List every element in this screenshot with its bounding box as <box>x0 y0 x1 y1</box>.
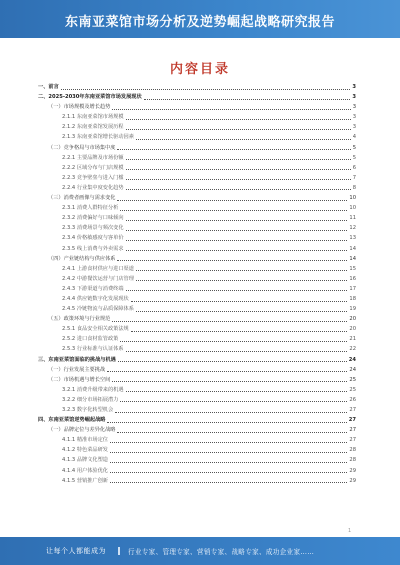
toc-leader-dots <box>120 210 347 211</box>
toc-entry[interactable] <box>38 415 356 425</box>
toc-entry[interactable] <box>38 435 356 445</box>
toc-entry[interactable] <box>38 476 356 486</box>
toc-leader-dots <box>115 412 347 413</box>
toc-entry[interactable] <box>38 223 356 233</box>
toc-entry-text: 2.3.5 线上消费与外卖需求 <box>62 245 124 252</box>
toc-entry-text: 3.2.3 数字化转型机会 <box>62 407 114 413</box>
toc-entry-text: 2.3.4 价格敏感度与客单价 <box>62 235 124 242</box>
toc-entry-text: 2.3.2 消费偏好与口味倾向 <box>62 215 124 222</box>
toc-leader-dots <box>107 422 346 423</box>
toc-entry-page: 20 <box>349 316 356 323</box>
toc-entry[interactable] <box>38 112 356 122</box>
toc-entry-page: 20 <box>349 326 356 333</box>
toc-leader-dots <box>126 240 348 241</box>
toc-entry-text: 4.1.2 特色菜品研发 <box>62 447 108 454</box>
toc-entry-page: 28 <box>349 457 356 464</box>
toc-leader-dots <box>126 169 351 170</box>
toc-entry[interactable] <box>38 153 356 163</box>
toc-entry-page: 26 <box>349 396 356 403</box>
toc-entry-text: 3.2.1 消费升级带来的机遇 <box>62 386 124 393</box>
toc-entry[interactable] <box>38 82 356 92</box>
toc-entry-text: 2.2.1 主要品牌及市场份额 <box>62 154 124 161</box>
toc-leader-dots <box>117 200 347 201</box>
toc-entry-text: （一）行业发展主要挑战 <box>48 366 106 373</box>
toc-leader-dots <box>120 341 347 342</box>
toc-entry-text: 2.1.2 东南亚菜馆发展历程 <box>62 124 124 131</box>
toc-entry[interactable] <box>38 385 356 395</box>
toc-entry[interactable] <box>38 173 356 183</box>
toc-entry-text: 2.4.5 冷链物流与品质保障体系 <box>62 306 134 313</box>
toc-leader-dots <box>110 442 347 443</box>
toc-entry[interactable] <box>38 132 356 142</box>
toc-leader-dots <box>144 99 351 100</box>
toc-entry-page: 27 <box>348 417 356 424</box>
toc-entry-text: 2.1.1 东南亚菜馆市场规模 <box>62 114 124 121</box>
toc-entry[interactable] <box>38 203 356 213</box>
toc-leader-dots <box>126 179 351 180</box>
toc-entry[interactable] <box>38 324 356 334</box>
toc-entry-page: 3 <box>352 114 356 121</box>
toc-leader-dots <box>112 109 350 110</box>
toc-leader-dots <box>107 371 347 372</box>
toc-entry[interactable] <box>38 254 356 264</box>
toc-entry-page: 24 <box>349 366 356 373</box>
toc-entry-text: 四、东南亚菜馆逆势崛起战略 <box>38 417 106 424</box>
footer-divider <box>118 547 120 555</box>
toc-entry-page: 27 <box>349 407 356 413</box>
footer-bar <box>0 537 400 565</box>
toc-entry-text: 3.2.2 细分市场拓展潜力 <box>62 396 119 403</box>
toc-leader-dots <box>126 189 351 190</box>
toc-entry[interactable] <box>38 466 356 476</box>
toc-entry-page: 25 <box>349 386 356 393</box>
toc-entry[interactable] <box>38 365 356 375</box>
toc-entry-text: 2.3.1 消费人群特征分析 <box>62 205 119 212</box>
toc-leader-dots <box>112 321 347 322</box>
toc-leader-dots <box>110 452 347 453</box>
toc-entry-page: 11 <box>349 215 356 222</box>
toc-leader-dots <box>112 381 347 382</box>
toc-entry[interactable] <box>38 334 356 344</box>
toc-leader-dots <box>126 129 351 130</box>
toc-entry[interactable] <box>38 244 356 254</box>
toc-entry-page: 3 <box>352 124 356 131</box>
toc-leader-dots <box>131 331 348 332</box>
toc-entry-text: （一）品牌定位与差异化战略 <box>48 427 116 434</box>
toc-entry[interactable] <box>38 264 356 274</box>
toc-entry[interactable] <box>38 395 356 405</box>
toc-entry-text: 一、前言 <box>38 84 59 90</box>
toc-entry[interactable] <box>38 143 356 153</box>
toc-leader-dots <box>126 351 348 352</box>
toc-entry[interactable] <box>38 455 356 465</box>
toc-entry-text: 2.2.4 行业集中度变化趋势 <box>62 184 124 191</box>
toc-entry-text: 三、东南亚菜馆面临的挑战与机遇 <box>38 356 116 363</box>
toc-entry-page: 17 <box>349 285 356 292</box>
toc-leader-dots <box>131 301 348 302</box>
toc-entry[interactable] <box>38 274 356 284</box>
toc-leader-dots <box>117 149 350 150</box>
toc-entry-text: 4.1.5 营销推广创新 <box>62 477 108 484</box>
toc-entry-page: 3 <box>352 94 356 101</box>
toc-entry-text: 2.5.3 行业标准与认证体系 <box>62 346 124 353</box>
toc-leader-dots <box>117 260 347 261</box>
toc-entry-page: 28 <box>349 447 356 454</box>
toc-entry-page: 22 <box>349 346 356 353</box>
toc-entry-page: 12 <box>349 225 356 232</box>
toc-leader-dots <box>110 472 347 473</box>
toc-entry[interactable] <box>38 304 356 314</box>
toc-entry-text: （一）市场规模及增长趋势 <box>48 104 111 111</box>
toc-entry-page: 6 <box>352 164 356 171</box>
toc-entry-page: 4 <box>352 134 356 141</box>
toc-entry-text: （二）市场机遇与增长空间 <box>48 376 111 383</box>
toc-entry[interactable] <box>38 425 356 435</box>
toc-entry-text: 4.1.3 品牌文化塑造 <box>62 457 108 464</box>
toc-entry-page: 29 <box>349 467 356 474</box>
toc-leader-dots <box>136 311 347 312</box>
toc-entry[interactable] <box>38 405 356 415</box>
toc-entry[interactable] <box>38 344 356 354</box>
toc-entry-page: 29 <box>349 477 356 484</box>
table-of-contents <box>38 82 356 486</box>
toc-entry-page: 8 <box>352 184 356 191</box>
toc-entry-page: 14 <box>349 245 356 252</box>
toc-entry-page: 5 <box>352 144 356 151</box>
footer-slogan: 让每个人都能成为 <box>46 547 106 555</box>
toc-entry-text: 2.3.3 消费场景与频次变化 <box>62 225 124 232</box>
report-title: 东南亚菜馆市场分析及逆势崛起战略研究报告 <box>64 15 335 30</box>
toc-entry-text: 2.1.3 东南亚菜馆增长驱动因素 <box>62 134 134 141</box>
toc-entry[interactable] <box>38 163 356 173</box>
toc-heading: 内容目录 <box>169 62 230 77</box>
toc-entry-page: 14 <box>349 255 356 262</box>
toc-entry-text: 2.5.2 进口食材监管政策 <box>62 336 119 343</box>
toc-entry-page: 25 <box>349 376 356 383</box>
toc-leader-dots <box>110 482 347 483</box>
toc-entry-page: 21 <box>349 336 356 343</box>
toc-entry-text: （四）产业链结构与供应体系 <box>48 255 116 262</box>
toc-entry-page: 15 <box>349 265 356 272</box>
toc-entry-text: 4.1.4 用户体验优化 <box>62 467 108 474</box>
page-number: 1 <box>348 528 352 534</box>
toc-leader-dots <box>126 220 348 221</box>
toc-leader-dots <box>126 290 348 291</box>
toc-entry-text: 2.4.1 上游食材供应与进口渠道 <box>62 265 134 272</box>
toc-entry-page: 13 <box>349 235 356 242</box>
toc-entry-page: 27 <box>349 437 356 444</box>
toc-entry[interactable] <box>38 233 356 243</box>
toc-entry-page: 7 <box>352 174 356 181</box>
toc-leader-dots <box>61 89 351 90</box>
toc-leader-dots <box>117 432 347 433</box>
toc-entry-page: 16 <box>349 275 356 282</box>
toc-leader-dots <box>126 391 348 392</box>
toc-entry[interactable] <box>38 314 356 324</box>
toc-entry-page: 5 <box>352 154 356 161</box>
toc-entry-text: 4.1.1 精准市场定位 <box>62 437 108 444</box>
toc-entry[interactable] <box>38 355 356 365</box>
toc-entry-page: 10 <box>349 195 356 202</box>
toc-entry-page: 18 <box>349 295 356 302</box>
toc-entry[interactable] <box>38 375 356 385</box>
toc-leader-dots <box>136 270 347 271</box>
toc-entry[interactable] <box>38 294 356 304</box>
toc-entry-page: 3 <box>352 84 356 90</box>
toc-entry-text: 二、2025-2030年东南亚菜馆市场发展现状 <box>38 94 142 101</box>
report-header-bar <box>0 0 400 38</box>
toc-entry[interactable] <box>38 102 356 112</box>
toc-leader-dots <box>126 159 351 160</box>
toc-leader-dots <box>126 230 348 231</box>
toc-leader-dots <box>120 401 347 402</box>
toc-entry[interactable] <box>38 445 356 455</box>
toc-entry[interactable] <box>38 183 356 193</box>
toc-entry[interactable] <box>38 122 356 132</box>
toc-entry-text: （三）消费者画像与需求变化 <box>48 195 116 202</box>
toc-leader-dots <box>126 250 348 251</box>
toc-leader-dots <box>118 361 347 362</box>
toc-entry-page: 10 <box>349 205 356 212</box>
toc-entry-text: 2.2.2 区域分布与门店规模 <box>62 164 124 171</box>
toc-leader-dots <box>136 280 347 281</box>
toc-entry[interactable] <box>38 193 356 203</box>
toc-entry-page: 19 <box>349 306 356 313</box>
toc-entry-text: 2.2.3 竞争壁垒与进入门槛 <box>62 174 124 181</box>
toc-leader-dots <box>136 139 351 140</box>
toc-entry-text: 2.4.2 中游餐饮运营与门店管理 <box>62 275 134 282</box>
toc-entry-text: 2.4.3 下游渠道与消费终端 <box>62 285 124 292</box>
toc-leader-dots <box>110 462 347 463</box>
toc-entry-page: 3 <box>352 104 356 111</box>
toc-entry-text: 2.4.4 供应链数字化发展现状 <box>62 295 129 302</box>
toc-leader-dots <box>126 119 351 120</box>
toc-entry-text: （二）竞争格局与市场集中度 <box>48 144 116 151</box>
toc-entry-text: 2.5.1 食品安全相关政策法规 <box>62 326 129 333</box>
toc-entry-text: （五）政策环境与行业规范 <box>48 316 111 323</box>
toc-entry-page: 24 <box>348 356 356 363</box>
toc-entry-page: 27 <box>349 427 356 434</box>
footer-tagline: 行业专家、管理专家、营销专家、战略专家、成功企业家…… <box>128 548 315 556</box>
toc-entry[interactable] <box>38 213 356 223</box>
toc-entry[interactable] <box>38 284 356 294</box>
toc-entry[interactable] <box>38 92 356 102</box>
